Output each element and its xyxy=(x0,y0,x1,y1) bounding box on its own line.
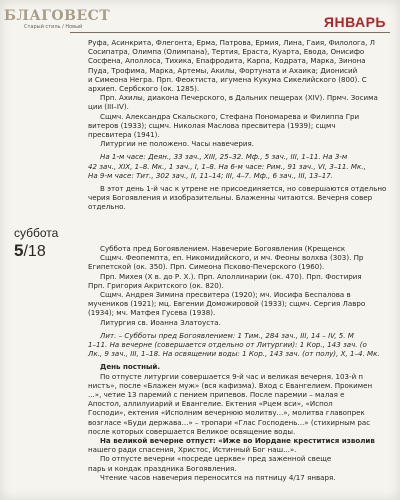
text-line: архиеп. Сербского (ок. 1285). xyxy=(88,84,200,94)
text-line: Господи», ектения «Исполним вечернюю молитву...», молитва главопрек xyxy=(88,408,365,418)
text-line: отдельно. xyxy=(88,202,126,212)
text-line: Египетской (ок. 350). Прп. Симеона Псково-Печерского (1960). xyxy=(88,262,325,272)
date-old-style: 5 xyxy=(14,241,24,260)
text-line: черия Богоявления и изобразительны. Блаженны читаются. Вечерня совер xyxy=(88,193,373,203)
text-line: витеров (1933); сщмч. Николая Маслова пресвитера (1939); сщмч xyxy=(88,120,336,130)
header-subtitle: Старый стиль / Новый xyxy=(24,24,83,30)
text-line: нистъ», после «Блажен муж» (вся кафизма). Вход с Евангелием. Прокимен xyxy=(88,380,373,390)
month-heading: ЯНВАРЬ xyxy=(323,14,386,30)
reading-line: 42 зач., XIX, 1–8. Мк., 1 зач., I, 1–8. На 6-м часе: Рим., 91 зач., VI, 3–11. Мк., xyxy=(88,161,366,171)
text-line: парь и кондак праздника Богоявления. xyxy=(88,463,237,473)
text-line: Чтение часов навечерия переносится на пятницу 4/17 января. xyxy=(100,472,336,482)
text-line: По отпусте литургии совершается 9-й час и великая вечерня. 103-й п xyxy=(100,371,364,381)
text-line: Прп. Ахилы, диакона Печерского, в Дальних пещерах (XIV). Прмч. Зосима xyxy=(100,93,378,103)
text-line: В этот день 1-й час к утрене не присоединяется, но совершаются отдельно xyxy=(100,184,387,194)
text-line: Литургия св. Иоанна Златоуста. xyxy=(100,317,221,327)
text-line: ции (III–IV). xyxy=(88,102,129,112)
reading-line: Лит. – Субботы пред Богоявлением: 1 Тим., 284 зач., III, 14 – IV, 5. М xyxy=(100,330,354,340)
text-line: Сщмч. Феопемпта, еп. Никомидийского, и мч. Феоны волхва (303). Пр xyxy=(100,253,364,263)
text-line: Сщмч. Андрея Зимина пресвитера (1920); мч. Иосифа Беспалова в xyxy=(100,290,351,300)
text-line: ...», четие 13 паремий с пением припевов. После паремии – малая е xyxy=(88,390,345,400)
text-line: нашего ради спасения, Христос, Истинный Бог наш...». xyxy=(88,445,297,455)
reading-line: Лк., 9 зач., III, 1–18. На освящении воды: 1 Кор., 143 зач. (от полу), Х, 1–4. Мк. xyxy=(88,349,380,359)
entry-top xyxy=(88,38,392,212)
reading-line: На 9-м часе: Тит., 302 зач., II, 11–14; III, 4–7. Мф., 6 зач., III, 13–17. xyxy=(88,170,334,180)
date-number xyxy=(14,241,46,261)
text-line: мучеников (1921); мц. Евгении Доможировой (1933); сщмч. Сергия Лавро xyxy=(88,299,366,309)
text-line: возгласе «Буди держава...» – тропари «Глас Господень...» (стихирным рас xyxy=(88,417,371,427)
text-line: По отпусте вечерни «посреде церкве» пред заженной свеще xyxy=(100,454,332,464)
date-separator: / xyxy=(23,243,28,260)
text-line: (1934); мч. Матфея Гусева (1938). xyxy=(88,308,216,318)
reading-line: 1–11. На вечерне (совершается отдельно от Литургии): 1 Кор., 143 зач. (о xyxy=(88,340,367,350)
date-new-style: 18 xyxy=(27,243,46,260)
text-line: Апостол, аллилуиарий и Евангелие. Ектения «Рцем вси», «Испол xyxy=(88,399,333,409)
text-line: Пуда, Трофима, Марка, Артемы, Акилы, Фортуната и Ахаика; Дионисий xyxy=(88,65,358,75)
text-line: Сщмч. Александра Скальского, Стефана Пономарева и Филиппа Гри xyxy=(100,111,360,121)
text-line: Сосфена, Аполлоса, Тихика, Епафродита, Карпа, Кодрата, Марка, Зинона xyxy=(88,56,366,66)
text-line: Сосипатра, Олимпа (Олимпана), Тертия, Ераста, Куарта, Евода, Онисифо xyxy=(88,47,365,57)
day-title: Суббота пред Богоявлением. Навечерие Богоявления (Крещенск xyxy=(100,244,346,253)
text-line: Прп. Григория Акритского (ок. 820). xyxy=(88,280,224,290)
header-rule xyxy=(70,32,390,33)
text-line: и Симеона Негра. Прп. Феоктиста, игумена Кукума Сикелийского (800). С xyxy=(88,74,367,84)
entry-bottom xyxy=(88,244,392,482)
publisher-watermark: БЛАГОВЕСТ xyxy=(4,8,111,24)
reading-line: На 1-м часе: Деян., 33 зач., XIII, 25–32. Мф., 5 зач., III, 1–11. На 3-м xyxy=(100,152,348,162)
fast-note: День постный. xyxy=(100,362,161,372)
text-line: Руфа, Асинкрита, Флегонта, Ерма, Патрова, Ермия, Лина, Гаия, Филолога, Л xyxy=(88,38,375,47)
text-line: Прп. Михея (X в. до Р. Х.). Прп. Аполлинарии (ок. 470). Прп. Фостирия xyxy=(100,271,362,281)
dismissal-heading: На великой вечерне отпуст: «Иже во Иордане креститися изволив xyxy=(100,436,375,446)
text-line: после которых совершается Великое освящение воды. xyxy=(88,426,296,436)
text-line: Литургии не положено. Часы навечерия. xyxy=(100,139,255,149)
date-weekday: суббота xyxy=(14,226,59,240)
text-line: пресвитера (1941). xyxy=(88,130,160,140)
